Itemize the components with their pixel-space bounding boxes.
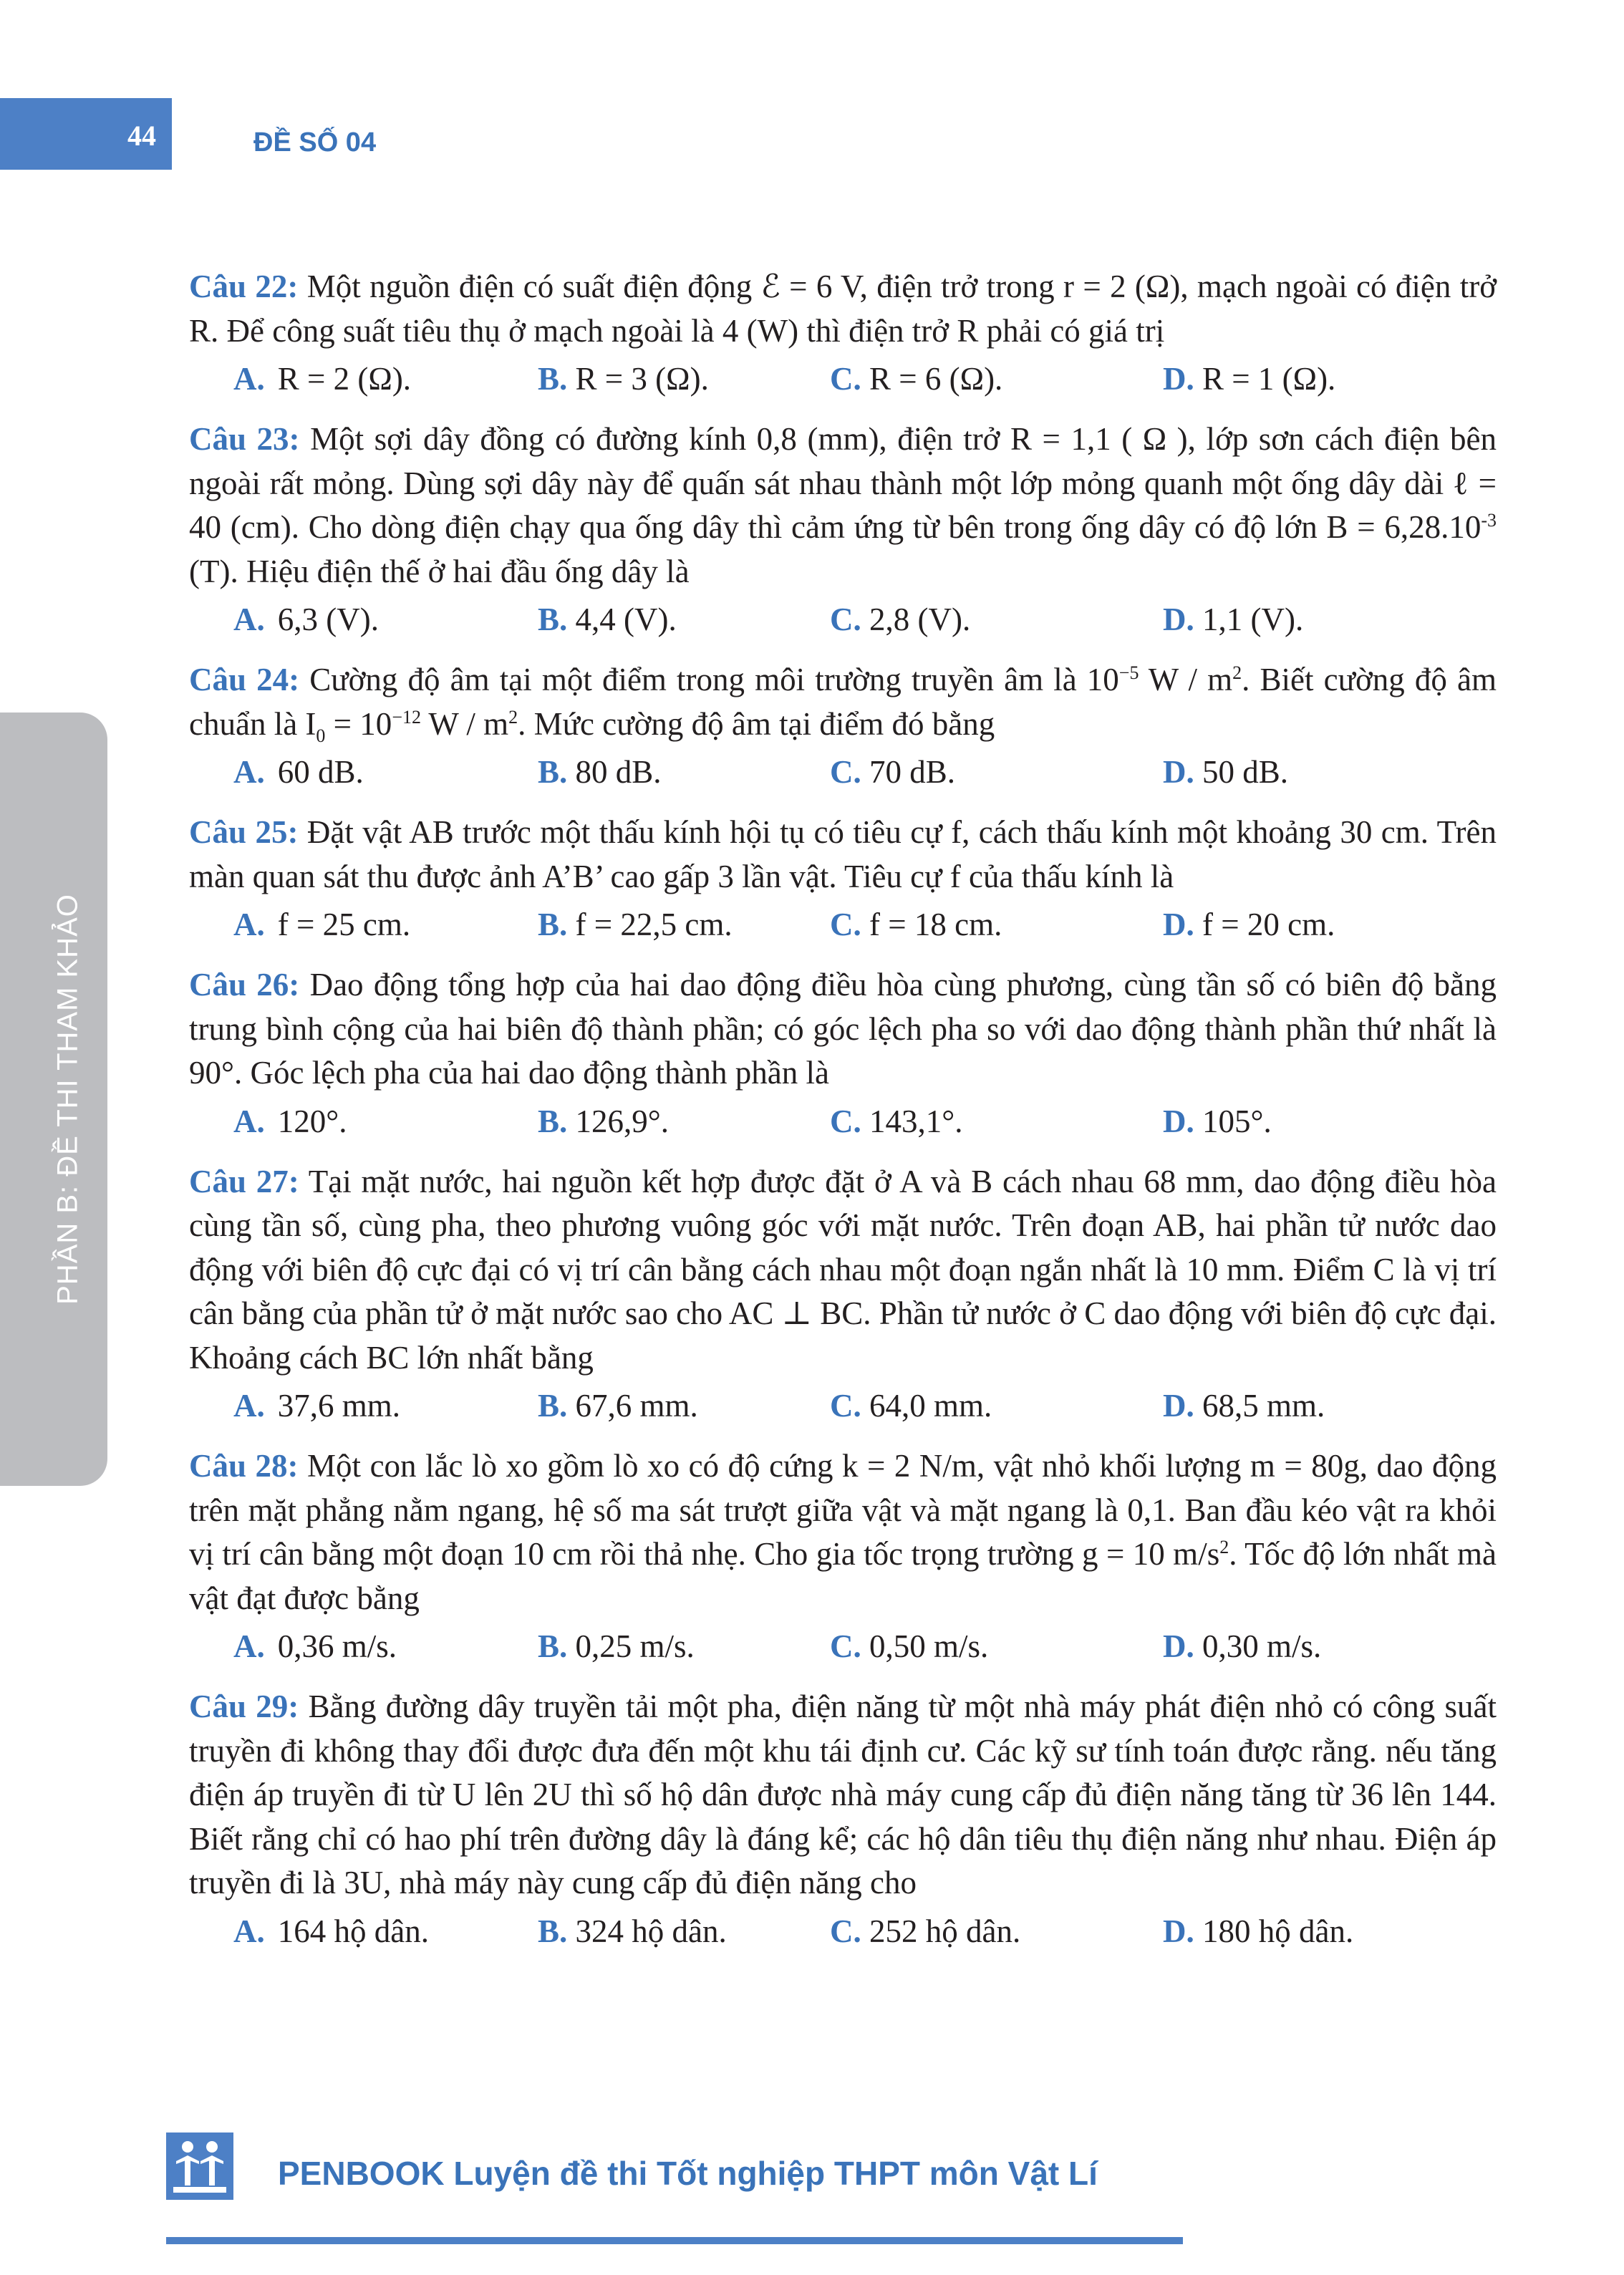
footer-title: PENBOOK Luyện đề thi Tốt nghiệp THPT môn Vật Lí bbox=[278, 2155, 1098, 2192]
answer-c bbox=[830, 1910, 1020, 1954]
answer-text: 67,6 mm. bbox=[567, 1388, 698, 1424]
exponent: −5 bbox=[1118, 662, 1139, 683]
question-body: Một sợi dây đồng có đường kính 0,8 (mm), điện trở R = 1,1 ( Ω ), lớp sơn cách điện bên ngoài rất mỏng. Dùng sợi dây này để quấn sát nhau thành một lớp mỏng quanh một ống dây dài ℓ = 40 (cm). Cho dòng điện chạy qua ống dây thì cảm ứng từ bên trong ống dây có độ lớn B = 6,28.10 bbox=[189, 421, 1497, 545]
answer-a bbox=[233, 1384, 400, 1429]
exponent: -3 bbox=[1481, 510, 1497, 531]
question-23 bbox=[189, 417, 1497, 642]
answer-a bbox=[233, 1100, 347, 1144]
answer-text: 324 hộ dân. bbox=[567, 1913, 727, 1949]
answer-a bbox=[233, 598, 379, 642]
exponent: 2 bbox=[1219, 1537, 1229, 1557]
answer-text: f = 25 cm. bbox=[277, 907, 411, 942]
answer-row bbox=[189, 1100, 1497, 1144]
answer-letter: D. bbox=[1163, 1388, 1194, 1424]
question-body: . Mức cường độ âm tại điểm đó bằng bbox=[518, 705, 995, 742]
question-text bbox=[189, 1685, 1497, 1906]
answer-d bbox=[1163, 1384, 1325, 1429]
question-body: Một nguồn điện có suất điện động ℰ = 6 V, điện trở trong r = 2 (Ω), mạch ngoài có điện trở R. Để công suất tiêu thụ ở mạch ngoài là 4 (W) thì điện trở R phải có giá trị bbox=[189, 269, 1497, 349]
question-text bbox=[189, 265, 1497, 353]
question-text bbox=[189, 963, 1497, 1096]
answer-text: 37,6 mm. bbox=[277, 1388, 401, 1424]
question-29 bbox=[189, 1685, 1497, 1954]
answer-text: 120°. bbox=[277, 1103, 347, 1139]
answer-b bbox=[538, 598, 677, 642]
question-body: . Biết cường độ âm chuẩn là I bbox=[189, 662, 1497, 742]
question-text bbox=[189, 1160, 1497, 1381]
answer-text: R = 2 (Ω). bbox=[277, 361, 412, 397]
question-body: Bằng đường dây truyền tải một pha, điện năng từ một nhà máy phát điện nhỏ có công suất truyền đi không thay đổi được đưa đến một khu tái định cư. Các kỹ sư tính toán được rằng. nếu tăng điện áp truyền đi từ U lên 2U thì số hộ dân được nhà máy cung cấp đủ điện năng tăng từ 36 lên 144. Biết rằng chỉ có hao phí trên đường dây là đáng kể; các hộ dân tiêu thụ điện năng như nhau. Điện áp truyền đi là 3U, nhà máy này cung cấp đủ điện năng cho bbox=[189, 1689, 1497, 1900]
answer-text: 64,0 mm. bbox=[861, 1388, 992, 1424]
answer-row bbox=[189, 1625, 1497, 1669]
answer-letter: C. bbox=[830, 907, 861, 942]
answer-letter: D. bbox=[1163, 754, 1194, 790]
answer-c bbox=[830, 1100, 963, 1144]
answer-text: 60 dB. bbox=[277, 754, 364, 790]
question-label: Câu 22: bbox=[189, 269, 299, 304]
answer-b bbox=[538, 1625, 695, 1669]
answer-text: 180 hộ dân. bbox=[1194, 1913, 1354, 1949]
answer-d bbox=[1163, 598, 1303, 642]
answer-text: 0,36 m/s. bbox=[277, 1628, 397, 1664]
answer-text: 252 hộ dân. bbox=[861, 1913, 1021, 1949]
answer-text: 70 dB. bbox=[861, 754, 956, 790]
answer-letter: D. bbox=[1163, 602, 1194, 637]
answer-b bbox=[538, 1910, 727, 1954]
answer-letter: D. bbox=[1163, 1628, 1194, 1664]
exponent: 2 bbox=[1232, 662, 1242, 683]
answer-text: 50 dB. bbox=[1194, 754, 1289, 790]
question-label: Câu 25: bbox=[189, 814, 299, 850]
question-body-end: . Tốc độ lớn nhất mà vật đạt được bằng bbox=[189, 1536, 1497, 1616]
answer-letter: A. bbox=[233, 361, 265, 397]
answer-letter: B. bbox=[538, 361, 568, 397]
answer-c bbox=[830, 750, 955, 795]
answer-text: 4,4 (V). bbox=[567, 602, 677, 637]
question-28 bbox=[189, 1444, 1497, 1669]
question-body: Dao động tổng hợp của hai dao động điều hòa cùng phương, cùng tần số có biên độ bằng trung bình cộng của hai biên độ thành phần; có góc lệch pha so với dao động thành phần thứ nhất là 90°. Góc lệch pha của hai dao động thành phần là bbox=[189, 967, 1497, 1091]
answer-text: f = 20 cm. bbox=[1194, 907, 1335, 942]
answer-d bbox=[1163, 750, 1288, 795]
answer-c bbox=[830, 357, 1002, 402]
answer-letter: C. bbox=[830, 1103, 861, 1139]
question-label: Câu 27: bbox=[189, 1163, 299, 1199]
unit: W / m bbox=[420, 705, 509, 742]
answer-letter: A. bbox=[233, 1628, 265, 1664]
question-label: Câu 24: bbox=[189, 662, 300, 697]
question-label: Câu 26: bbox=[189, 967, 300, 1003]
question-body: Một con lắc lò xo gồm lò xo có độ cứng k = 2 N/m, vật nhỏ khối lượng m = 80g, dao động trên mặt phẳng nằm ngang, hệ số ma sát trượt giữa vật và mặt ngang là 0,1. Ban đầu kéo vật ra khỏi vị trí cân bằng một đoạn 10 cm rồi thả nhẹ. Cho gia tốc trọng trường g = 10 m/s bbox=[189, 1448, 1497, 1572]
answer-row bbox=[189, 750, 1497, 795]
answer-d bbox=[1163, 1625, 1321, 1669]
answer-c bbox=[830, 1625, 988, 1669]
unit: W / m bbox=[1139, 662, 1233, 697]
question-text bbox=[189, 1444, 1497, 1620]
answer-letter: C. bbox=[830, 1388, 861, 1424]
question-text bbox=[189, 417, 1497, 594]
answer-letter: B. bbox=[538, 1628, 568, 1664]
answer-letter: B. bbox=[538, 1388, 568, 1424]
answer-letter: D. bbox=[1163, 907, 1194, 942]
answer-letter: D. bbox=[1163, 1103, 1194, 1139]
answer-a bbox=[233, 1910, 429, 1954]
answer-c bbox=[830, 903, 1002, 947]
answer-d bbox=[1163, 357, 1335, 402]
answer-a bbox=[233, 1625, 397, 1669]
side-tab-label: PHẦN B: ĐỀ THI THAM KHẢO bbox=[52, 894, 84, 1305]
answer-text: 126,9°. bbox=[567, 1103, 670, 1139]
answer-text: f = 18 cm. bbox=[861, 907, 1002, 942]
question-26 bbox=[189, 963, 1497, 1144]
answer-d bbox=[1163, 903, 1335, 947]
answer-row bbox=[189, 598, 1497, 642]
answer-text: 1,1 (V). bbox=[1194, 602, 1304, 637]
answer-text: R = 3 (Ω). bbox=[567, 361, 709, 397]
answer-letter: A. bbox=[233, 1103, 265, 1139]
answer-row bbox=[189, 1910, 1497, 1954]
answer-row bbox=[189, 1384, 1497, 1429]
answer-letter: B. bbox=[538, 1913, 568, 1949]
answer-letter: C. bbox=[830, 1913, 861, 1949]
answer-letter: C. bbox=[830, 361, 861, 397]
answer-b bbox=[538, 357, 709, 402]
question-label: Câu 23: bbox=[189, 421, 300, 457]
answer-a bbox=[233, 357, 411, 402]
answer-text: 0,25 m/s. bbox=[567, 1628, 695, 1664]
question-24 bbox=[189, 658, 1497, 795]
question-22 bbox=[189, 265, 1497, 402]
answer-letter: B. bbox=[538, 1103, 568, 1139]
question-body: Tại mặt nước, hai nguồn kết hợp được đặt ở A và B cách nhau 68 mm, dao động điều hòa cùng tần số, cùng pha, theo phương vuông góc với mặt nước. Trên đoạn AB, hai phần tử nước dao động với biên độ cực đại có vị trí cân bằng cách nhau một đoạn ngắn nhất là 10 mm. Điểm C là vị trí cân bằng của phần tử ở mặt nước sao cho AC ⊥ BC. Phần tử nước ở C dao động với biên độ cực đại. Khoảng cách BC lớn nhất bằng bbox=[189, 1163, 1497, 1376]
answer-b bbox=[538, 903, 733, 947]
answer-letter: A. bbox=[233, 907, 265, 942]
answer-a bbox=[233, 750, 364, 795]
question-body: = 10 bbox=[325, 705, 392, 742]
answer-d bbox=[1163, 1910, 1353, 1954]
answer-b bbox=[538, 1384, 698, 1429]
answer-letter: A. bbox=[233, 1388, 265, 1424]
question-list bbox=[189, 265, 1497, 1970]
answer-text: 80 dB. bbox=[567, 754, 662, 790]
exponent: 2 bbox=[508, 706, 518, 728]
question-25 bbox=[189, 811, 1497, 947]
exponent: −12 bbox=[392, 706, 421, 728]
answer-letter: C. bbox=[830, 754, 861, 790]
answer-text: 143,1°. bbox=[861, 1103, 963, 1139]
answer-text: 105°. bbox=[1194, 1103, 1272, 1139]
question-body: Cường độ âm tại một điểm trong môi trường truyền âm là 10 bbox=[299, 662, 1119, 697]
exam-title: ĐỀ SỐ 04 bbox=[253, 127, 377, 158]
answer-letter: B. bbox=[538, 907, 568, 942]
question-text bbox=[189, 811, 1497, 899]
question-label: Câu 29: bbox=[189, 1689, 299, 1724]
answer-a bbox=[233, 903, 410, 947]
footer-divider bbox=[166, 2237, 1183, 2244]
answer-letter: A. bbox=[233, 602, 265, 637]
answer-text: f = 22,5 cm. bbox=[567, 907, 733, 942]
answer-letter: B. bbox=[538, 754, 568, 790]
answer-row bbox=[189, 903, 1497, 947]
answer-letter: B. bbox=[538, 602, 568, 637]
question-body: Đặt vật AB trước một thấu kính hội tụ có tiêu cự f, cách thấu kính một khoảng 30 cm. Trên màn quan sát thu được ảnh A’B’ cao gấp 3 lần vật. Tiêu cự f của thấu kính là bbox=[189, 814, 1497, 894]
answer-d bbox=[1163, 1100, 1272, 1144]
answer-text: 0,30 m/s. bbox=[1194, 1628, 1322, 1664]
answer-text: 6,3 (V). bbox=[277, 602, 379, 637]
answer-letter: D. bbox=[1163, 1913, 1194, 1949]
answer-text: R = 6 (Ω). bbox=[861, 361, 1003, 397]
answer-text: 0,50 m/s. bbox=[861, 1628, 989, 1664]
question-body-end: (T). Hiệu điện thế ở hai đầu ống dây là bbox=[189, 553, 690, 589]
answer-letter: A. bbox=[233, 1913, 265, 1949]
answer-letter: D. bbox=[1163, 361, 1194, 397]
answer-b bbox=[538, 1100, 669, 1144]
question-27 bbox=[189, 1160, 1497, 1429]
book-people-icon bbox=[166, 2132, 233, 2200]
question-label: Câu 28: bbox=[189, 1448, 299, 1484]
answer-letter: C. bbox=[830, 602, 861, 637]
page-number: 44 bbox=[127, 120, 156, 152]
answer-letter: C. bbox=[830, 1628, 861, 1664]
answer-row bbox=[189, 357, 1497, 402]
answer-text: R = 1 (Ω). bbox=[1194, 361, 1336, 397]
answer-text: 2,8 (V). bbox=[861, 602, 971, 637]
question-text bbox=[189, 658, 1497, 746]
answer-c bbox=[830, 1384, 992, 1429]
answer-b bbox=[538, 750, 662, 795]
subscript: 0 bbox=[316, 725, 326, 746]
answer-c bbox=[830, 598, 970, 642]
answer-text: 164 hộ dân. bbox=[277, 1913, 429, 1949]
answer-text: 68,5 mm. bbox=[1194, 1388, 1325, 1424]
answer-letter: A. bbox=[233, 754, 265, 790]
